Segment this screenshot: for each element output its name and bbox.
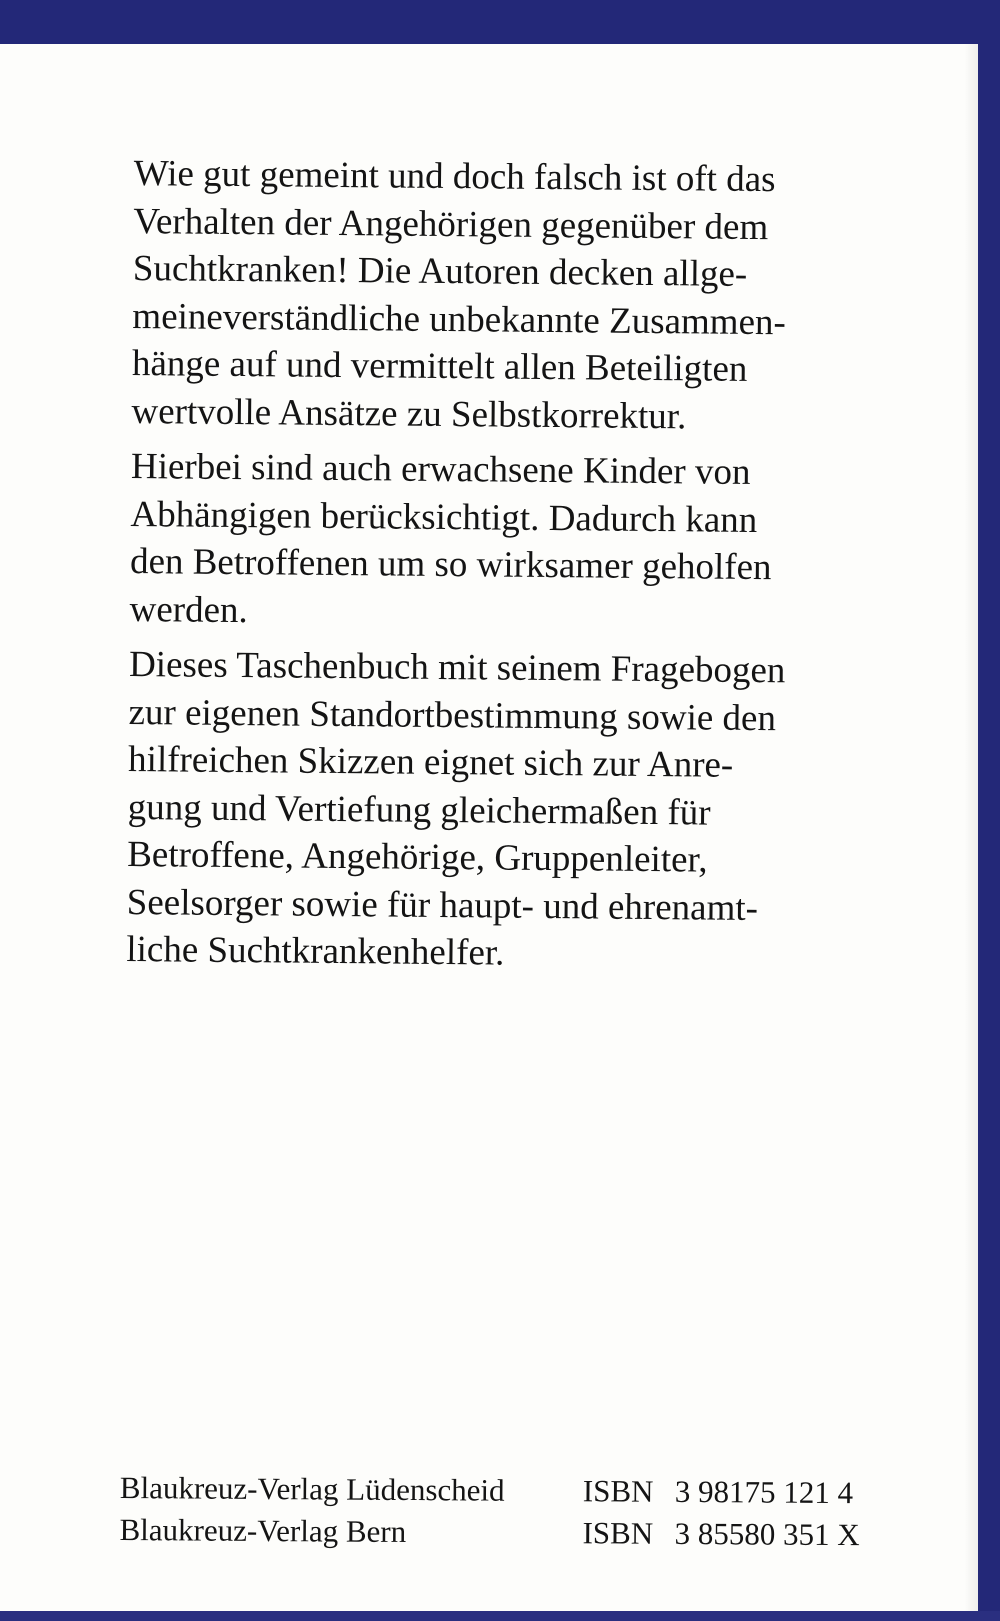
imprint-row-bern	[119, 1509, 869, 1556]
blurb-line: gung und Vertiefung gleichermaßen für	[127, 786, 711, 834]
blurb-line: Suchtkranken! Die Autoren decken allge-	[132, 247, 748, 295]
imprint-row-luedenscheid	[120, 1467, 870, 1514]
blurb-line: hilfreichen Skizzen eignet sich zur Anre-	[127, 738, 734, 786]
page-edge-shadow	[964, 44, 978, 1611]
blurb-line: Abhängigen berücksichtigt. Dadurch kann	[130, 493, 758, 541]
blurb-line: zur eigenen Standortbestimmung sowie den	[128, 691, 777, 739]
isbn-number	[582, 1512, 859, 1556]
blurb-line: Betroffene, Angehörige, Gruppenleiter,	[127, 833, 708, 881]
blurb-line: Verhalten der Angehörigen gegenüber dem	[133, 200, 769, 248]
isbn-number	[583, 1470, 854, 1514]
blurb-line: Dieses Taschenbuch mit seinem Fragebogen	[128, 643, 786, 692]
isbn-label: ISBN	[582, 1515, 654, 1551]
blurb-line: werden.	[129, 588, 248, 631]
blurb-line: hänge auf und vermittelt allen Beteiligten	[131, 342, 748, 390]
blurb-line: wertvolle Ansätze zu Selbstkorrektur.	[131, 390, 687, 437]
blurb-paragraph-2	[129, 443, 871, 640]
blurb-paragraph-3	[126, 641, 869, 981]
blurb-paragraph-1	[131, 150, 874, 442]
blurb-line: Seelsorger sowie für haupt- und ehrenamt-	[126, 881, 759, 929]
blurb-line: Wie gut gemeint und doch falsch ist oft das	[133, 152, 776, 201]
blurb-line: meineverständliche unbekannte Zusammen-	[132, 295, 787, 343]
blurb-line: liche Suchtkrankenhelfer.	[126, 928, 505, 974]
blurb-line: Hierbei sind auch erwachsene Kinder von	[130, 445, 751, 493]
blurb-text	[126, 150, 874, 989]
blurb-line: den Betroffenen um so wirksamer geholfen	[129, 540, 772, 589]
publisher-imprint	[119, 1467, 870, 1556]
publisher-name: Blaukreuz-Verlag Bern	[119, 1511, 407, 1549]
isbn-value: 3 85580 351 X	[674, 1515, 860, 1553]
isbn-label: ISBN	[582, 1473, 654, 1509]
isbn-value: 3 98175 121 4	[674, 1473, 854, 1511]
top-color-band	[0, 0, 1000, 44]
publisher-name: Blaukreuz-Verlag Lüdenscheid	[119, 1469, 505, 1508]
right-color-band	[978, 0, 1000, 1621]
bottom-color-band	[0, 1611, 1000, 1621]
